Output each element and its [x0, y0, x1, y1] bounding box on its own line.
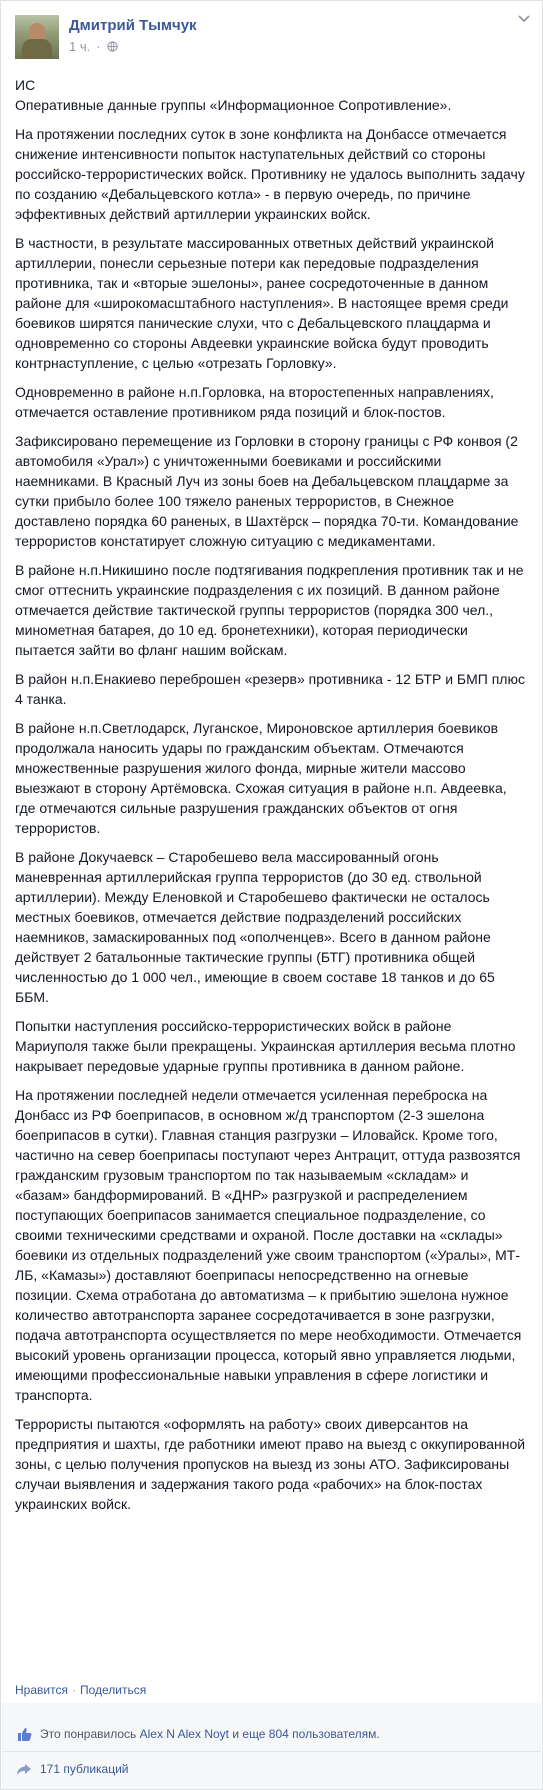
- chevron-down-icon[interactable]: [518, 15, 530, 23]
- post-paragraph: Попытки наступления российско-террористических войск в районе Мариуполя также были прекращены. Украинская артиллерия весьма плотно накрывает передовые ударные группы противника в данном районе.: [15, 1018, 516, 1074]
- avatar[interactable]: [15, 15, 59, 59]
- author-name[interactable]: Дмитрий Тымчук: [69, 17, 197, 34]
- post-paragraph: ИС: [15, 77, 36, 93]
- post-actions: [15, 1683, 146, 1697]
- post-paragraph: В район н.п.Енакиево переброшен «резерв» противника - 12 БТР и БМП плюс 4 танка.: [15, 671, 525, 707]
- post-paragraph: Зафиксировано перемещение из Горловки в сторону границы с РФ конвоя (2 автомобиля «Урал») с уничтоженными боевиками и российскими наемниками. В Красный Луч из зоны боев на Дебальцевском плацдарме за сутки прибыло более 100 тяжело раненых террористов, в Снежное доставлено порядка 60 раненых, в Шахтёрск – порядка 70-ти. Командование террористов констатирует сложную ситуацию с медикаментами.: [15, 433, 519, 549]
- likes-prefix: Это понравилось: [40, 1727, 137, 1741]
- post-paragraph: В районе н.п.Никишино после подтягивания подкрепления противник так и не смог оттеснить украинские подразделения с их позиций. В данном районе отмечается действие тактической группы террористов (порядка 300 чел., минометная батарея, до 10 ед. бронетехники), которая периодически пытается зайти во фланг нашим войскам.: [15, 562, 524, 658]
- likes-summary: [2, 1717, 541, 1752]
- post-paragraph: В районе Докучаевск – Старобешево вела массированный огонь маневренная артиллерийская группа террористов (до 30 ед. ствольной артиллерии). Между Еленовкой и Старобешево фактически не осталось местных боевиков, отмечается действие подразделений российских наемников, замаскированных под «ополченцев». Всего в данном районе действует 2 батальонные тактические группы (БТГ) противника общей численностью до 1 000 чел., имеющие в своем составе 18 танков и до 65 ББМ.: [15, 849, 495, 1005]
- avatar-body-shape: [22, 39, 52, 59]
- shares-summary: [2, 1752, 541, 1786]
- share-link[interactable]: Поделиться: [79, 1683, 147, 1697]
- post-paragraph: На протяжении последних суток в зоне конфликта на Донбассе отмечается снижение интенсивности попыток наступательных действий со стороны российско-террористических войск. Противнику не удалось выполнить задачу по созданию «Дебальцевского котла» - в первую очередь, по причине эффективных действий артиллерии украинских войск.: [15, 126, 525, 222]
- likes-others-link[interactable]: еще 804 пользователям: [242, 1727, 377, 1741]
- post-body: [15, 75, 527, 1523]
- shares-count-link[interactable]: 171 публикаций: [40, 1762, 129, 1776]
- post-meta: [69, 39, 118, 54]
- globe-icon[interactable]: [107, 41, 118, 52]
- actions-separator: ·: [71, 1683, 76, 1697]
- post-paragraph: Одновременно в районе н.п.Горловка, на второстепенных направлениях, отмечается оставление противником ряда позиций и блок-постов.: [15, 384, 494, 420]
- thumbs-up-icon: [16, 1726, 32, 1742]
- post-paragraph: В районе н.п.Светлодарск, Луганское, Мироновское артиллерия боевиков продолжала наносить удары по гражданским объектам. Отмечаются множественные разрушения жилого фонда, мирные жители массово выезжают в сторону Артёмовска. Схожая ситуация в районе н.п. Авдеевка, где отмечаются сильные разрушения гражданских объектов от огня террористов.: [15, 720, 507, 836]
- post-header: [15, 15, 515, 61]
- likes-names-link[interactable]: Alex N Alex Noyt: [139, 1727, 229, 1741]
- like-link[interactable]: Нравится: [15, 1683, 68, 1697]
- share-icon: [16, 1761, 32, 1777]
- post-time[interactable]: 1 ч.: [69, 39, 91, 54]
- feedback-panel: [2, 1703, 541, 1789]
- likes-and: и: [232, 1727, 240, 1741]
- post-paragraph: В частности, в результате массированных ответных действий украинской артиллерии, понесли серьезные потери как передовые подразделения противника, так и «вторые эшелоны», ранее сосредоточенные в данном районе для «широкомасштабного наступления». В настоящее время среди боевиков ширятся панические слухи, что с Дебальцевского плацдарма и одновременно со стороны Авдеевки украинские войска будут проводить контрнаступление, с целью «отрезать Горловку».: [15, 235, 509, 371]
- post-paragraph: На протяжении последней недели отмечается усиленная переброска на Донбасс из РФ боеприпасов, в основном ж/д транспортом (2-3 эшелона боеприпасов в сутки). Главная станция разгрузки – Иловайск. Кроме того, частично на север боеприпасы поступают через Антрацит, оттуда развозятся гражданским грузовым транспортом по так называемым «складам» и «базам» бандформирований. В «ДНР» разгрузкой и распределением поступающих боеприпасов занимается специальное подразделение, со своими техническими средствами и охраной. После доставки на «склады» боевики из отдельных подразделений уже своим транспортом («Уралы», МТ-ЛБ, «Камазы») доставляют боеприпасы непосредственно на огневые позиции. Схема отработана до автоматизма – к прибытию эшелона нужное количество автотранспорта заранее сосредотачивается в зоне разгрузки, подача автотранспорта осуществляется по мере необходимости. Отмечается высокий уровень организации процесса, который явно управляется людьми, имеющими профессиональные навыки управления в сфере логистики и транспорта.: [15, 1087, 522, 1403]
- meta-separator: ·: [96, 39, 101, 54]
- post-paragraph: Террористы пытаются «оформлять на работу» своих диверсантов на предприятия и шахты, где работники имеют право на выезд с оккупированной зоны, с целью получения пропусков на выезд из зоны АТО. Зафиксированы случаи выявления и задержания такого рода «рабочих» на блок-постах украинских войск.: [15, 1416, 526, 1512]
- likes-end: .: [376, 1727, 380, 1741]
- post-paragraph: Оперативные данные группы «Информационное Сопротивление».: [15, 97, 452, 113]
